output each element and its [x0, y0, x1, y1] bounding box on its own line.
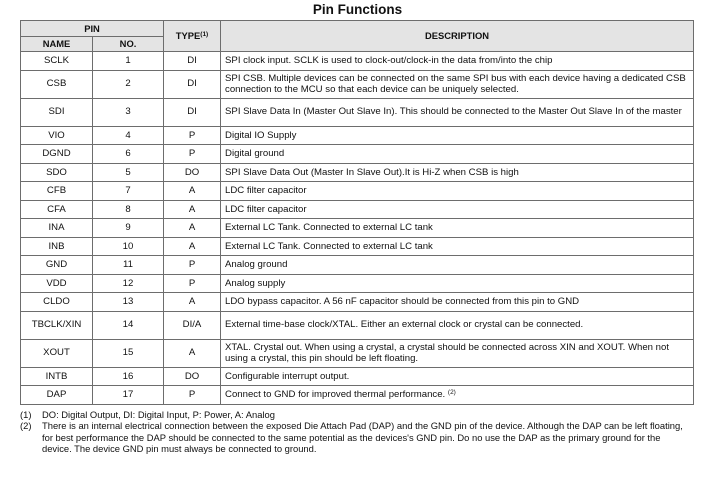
pin-description-cell-text: Analog ground	[225, 259, 288, 270]
pin-type-cell	[164, 52, 221, 71]
pin-number-cell	[93, 339, 164, 367]
type-header-label: TYPE	[175, 30, 201, 42]
pin-description-cell-text: Digital ground	[225, 148, 285, 159]
pin-name-cell-text: GND	[45, 259, 68, 270]
pin-name-cell-text: DAP	[46, 389, 67, 400]
pin-description-cell	[221, 274, 694, 293]
pin-type-cell	[164, 386, 221, 405]
pin-type-cell	[164, 237, 221, 256]
pin-description-cell	[221, 367, 694, 386]
pin-number-cell	[93, 145, 164, 164]
pin-number-cell-text: 16	[122, 370, 134, 382]
pin-description-cell-text: LDO bypass capacitor. A 56 nF capacitor should be connected from this pin to GND	[225, 296, 580, 307]
pin-description-cell-text: External LC Tank. Connected to external LC tank	[225, 222, 433, 233]
pin-name-cell	[21, 126, 93, 145]
pin-name-cell-text: SDO	[46, 166, 67, 178]
pin-name-cell-text: INB	[48, 240, 65, 252]
pin-name-cell-text: INTB	[45, 370, 68, 382]
pin-name-cell-text: CFA	[47, 203, 66, 215]
table-row	[21, 98, 694, 126]
pin-type-cell-text: P	[188, 389, 196, 400]
page-title: Pin Functions	[312, 2, 403, 17]
pin-description-cell	[221, 293, 694, 312]
pin-type-cell	[164, 311, 221, 339]
footnote-text: There is an internal electrical connection between the exposed Die Attach Pad (DAP) and the GND pin of the device. Although the DAP can be left floating, for best performance the DAP should be connected to the same potential as the devices's GND pin. Do no use the DAP as the primary ground for the device. The device GND pin must always be connected to ground.	[42, 420, 683, 454]
pin-number-cell	[93, 163, 164, 182]
pin-type-cell-text: DI	[187, 106, 197, 118]
pin-type-cell	[164, 293, 221, 312]
type-footnote-ref: (1)	[200, 31, 209, 39]
pin-name-cell	[21, 339, 93, 367]
pin-name-cell-text: CLDO	[43, 296, 70, 307]
pin-type-cell	[164, 367, 221, 386]
pin-type-cell	[164, 256, 221, 275]
table-row	[21, 126, 694, 145]
pin-name-cell	[21, 70, 93, 98]
footnote-number: (2)	[20, 420, 32, 432]
pin-name-cell	[21, 293, 93, 312]
pin-number-cell	[93, 200, 164, 219]
pin-name-cell-text: SCLK	[43, 55, 70, 66]
table-row	[21, 163, 694, 182]
pin-name-cell-text: TBCLK/XIN	[31, 319, 82, 331]
pin-type-cell-text: A	[188, 296, 196, 307]
pin-name-cell	[21, 52, 93, 71]
pin-description-cell	[221, 52, 694, 71]
pin-name-cell	[21, 219, 93, 238]
table-row	[21, 182, 694, 201]
pin-description-cell	[221, 256, 694, 275]
table-row	[21, 219, 694, 238]
name-header: NAME	[21, 37, 93, 52]
table-row	[21, 367, 694, 386]
pin-number-cell	[93, 52, 164, 71]
pin-name-cell	[21, 182, 93, 201]
pin-name-cell-text: CFB	[46, 185, 67, 196]
footnote	[20, 420, 692, 454]
pin-type-cell-text: P	[188, 148, 196, 159]
table-row	[21, 386, 694, 405]
pin-type-cell	[164, 219, 221, 238]
pin-name-cell-text: DGND	[42, 148, 71, 159]
pin-number-cell-text: 2	[125, 78, 131, 90]
pin-number-cell-text: 11	[123, 259, 133, 270]
pin-description-cell	[221, 219, 694, 238]
pin-name-cell	[21, 274, 93, 293]
pin-description-cell	[221, 237, 694, 256]
pin-description-cell-text: Analog supply	[225, 277, 286, 289]
pin-description-cell-text: SPI clock input. SCLK is used to clock-out/clock-in the data from/into the chip	[225, 55, 553, 66]
pin-description-cell	[221, 182, 694, 201]
pin-type-cell-text: P	[188, 277, 196, 289]
pin-number-cell-text: 8	[125, 203, 131, 215]
pin-description-cell	[221, 163, 694, 182]
table-row	[21, 70, 694, 98]
pin-name-cell	[21, 256, 93, 275]
pin-number-cell	[93, 70, 164, 98]
pin-number-cell-text: 12	[122, 277, 134, 289]
pin-description-cell	[221, 200, 694, 219]
pin-description-cell-text: Digital IO Supply	[225, 129, 297, 141]
pin-name-cell-text: CSB	[46, 78, 67, 90]
footnote-ref: (2)	[447, 389, 456, 396]
pin-description-cell-text: LDC filter capacitor	[225, 203, 307, 215]
table-row	[21, 274, 694, 293]
pin-number-cell	[93, 274, 164, 293]
type-header	[164, 21, 221, 52]
pin-number-cell-text: 6	[125, 148, 131, 159]
no-header: NO.	[93, 37, 164, 52]
footnote-text: DO: Digital Output, DI: Digital Input, P: Power, A: Analog	[42, 409, 275, 420]
pin-type-cell-text: P	[188, 259, 196, 270]
pin-type-cell-text: A	[188, 203, 196, 215]
pin-name-cell-text: VIO	[48, 129, 65, 141]
pin-type-cell	[164, 274, 221, 293]
pin-description-cell-text: SPI Slave Data In (Master Out Slave In). This should be connected to the Master Out Slave In of the master	[225, 106, 682, 118]
footnotes	[20, 409, 692, 454]
pin-name-cell	[21, 98, 93, 126]
pin-type-cell	[164, 339, 221, 367]
pin-type-cell	[164, 200, 221, 219]
description-header: DESCRIPTION	[221, 21, 694, 52]
pin-type-cell-text: DO	[184, 166, 200, 178]
pin-number-cell	[93, 386, 164, 405]
pin-type-cell-text: A	[188, 240, 196, 252]
table-row	[21, 145, 694, 164]
pin-type-cell-text: P	[188, 129, 196, 141]
table-row	[21, 293, 694, 312]
pin-description-cell-text: External time-base clock/XTAL. Either an external clock or crystal can be connected.	[225, 319, 584, 331]
pin-number-cell	[93, 293, 164, 312]
pin-description-cell	[221, 98, 694, 126]
pin-number-cell	[93, 98, 164, 126]
table-row	[21, 237, 694, 256]
pin-name-cell-text: SDI	[48, 106, 65, 118]
pin-name-cell-text: XOUT	[43, 347, 70, 359]
pin-number-cell-text: 4	[125, 129, 131, 141]
table-row	[21, 256, 694, 275]
pin-name-cell-text: VDD	[46, 277, 67, 289]
pin-type-cell-text: A	[188, 222, 196, 233]
pin-name-cell-text: INA	[48, 222, 65, 233]
pin-name-cell	[21, 311, 93, 339]
footnote-number: (1)	[20, 409, 32, 420]
pin-description-cell	[221, 386, 694, 405]
table-body	[21, 52, 694, 405]
pin-name-cell	[21, 163, 93, 182]
pin-description-cell	[221, 311, 694, 339]
pin-description-cell	[221, 145, 694, 164]
pin-type-cell	[164, 145, 221, 164]
pin-type-cell-text: A	[188, 347, 196, 359]
pin-functions-table	[20, 20, 694, 405]
pin-description-cell-text: Configurable interrupt output.	[225, 370, 350, 382]
pin-name-cell	[21, 145, 93, 164]
pin-type-cell	[164, 163, 221, 182]
pin-number-cell-text: 3	[125, 106, 131, 118]
pin-number-cell-text: 10	[122, 240, 134, 252]
pin-description-cell	[221, 339, 694, 367]
pin-name-cell	[21, 200, 93, 219]
pin-group-header: PIN	[21, 21, 164, 37]
pin-description-cell-text: External LC Tank. Connected to external LC tank	[225, 240, 433, 252]
pin-description-cell	[221, 126, 694, 145]
pin-type-cell-text: DO	[184, 370, 200, 382]
pin-number-cell-text: 9	[125, 222, 131, 233]
pin-type-cell	[164, 98, 221, 126]
pin-description-cell	[221, 70, 694, 98]
pin-number-cell-text: 5	[125, 166, 131, 178]
pin-type-cell-text: DI/A	[182, 319, 202, 331]
pin-number-cell-text: 13	[122, 296, 134, 307]
pin-description-cell-text: SPI Slave Data Out (Master In Slave Out).It is Hi-Z when CSB is high	[225, 166, 519, 178]
pin-description-cell-text: Connect to GND for improved thermal performance.	[225, 389, 446, 400]
pin-description-cell-text: LDC filter capacitor	[225, 185, 307, 196]
pin-number-cell	[93, 367, 164, 386]
pin-number-cell	[93, 237, 164, 256]
pin-type-cell-text: DI	[187, 78, 197, 90]
pin-type-cell	[164, 182, 221, 201]
pin-number-cell-text: 14	[122, 319, 134, 331]
table-row	[21, 311, 694, 339]
pin-number-cell-text: 15	[122, 347, 134, 359]
pin-number-cell	[93, 219, 164, 238]
pin-name-cell	[21, 237, 93, 256]
pin-type-cell	[164, 70, 221, 98]
pin-number-cell-text: 7	[125, 185, 131, 196]
pin-number-cell	[93, 182, 164, 201]
pin-number-cell	[93, 311, 164, 339]
pin-description-cell-text: XTAL. Crystal out. When using a crystal, a crystal should be connected across XIN and XOUT. When not using a crystal, this pin should be left floating.	[225, 341, 670, 364]
footnote	[20, 409, 692, 420]
pin-number-cell	[93, 256, 164, 275]
pin-name-cell	[21, 386, 93, 405]
pin-name-cell	[21, 367, 93, 386]
pin-number-cell-text: 1	[125, 55, 131, 66]
table-row	[21, 200, 694, 219]
pin-number-cell	[93, 126, 164, 145]
pin-type-cell	[164, 126, 221, 145]
pin-type-cell-text: DI	[187, 55, 197, 66]
table-row	[21, 339, 694, 367]
pin-type-cell-text: A	[188, 185, 196, 196]
pin-description-cell-text: SPI CSB. Multiple devices can be connected on the same SPI bus with each device having a dedicated CSB connection to the MCU so that each device can be uniquely selected.	[225, 72, 686, 95]
table-row	[21, 52, 694, 71]
pin-number-cell-text: 17	[122, 389, 134, 400]
